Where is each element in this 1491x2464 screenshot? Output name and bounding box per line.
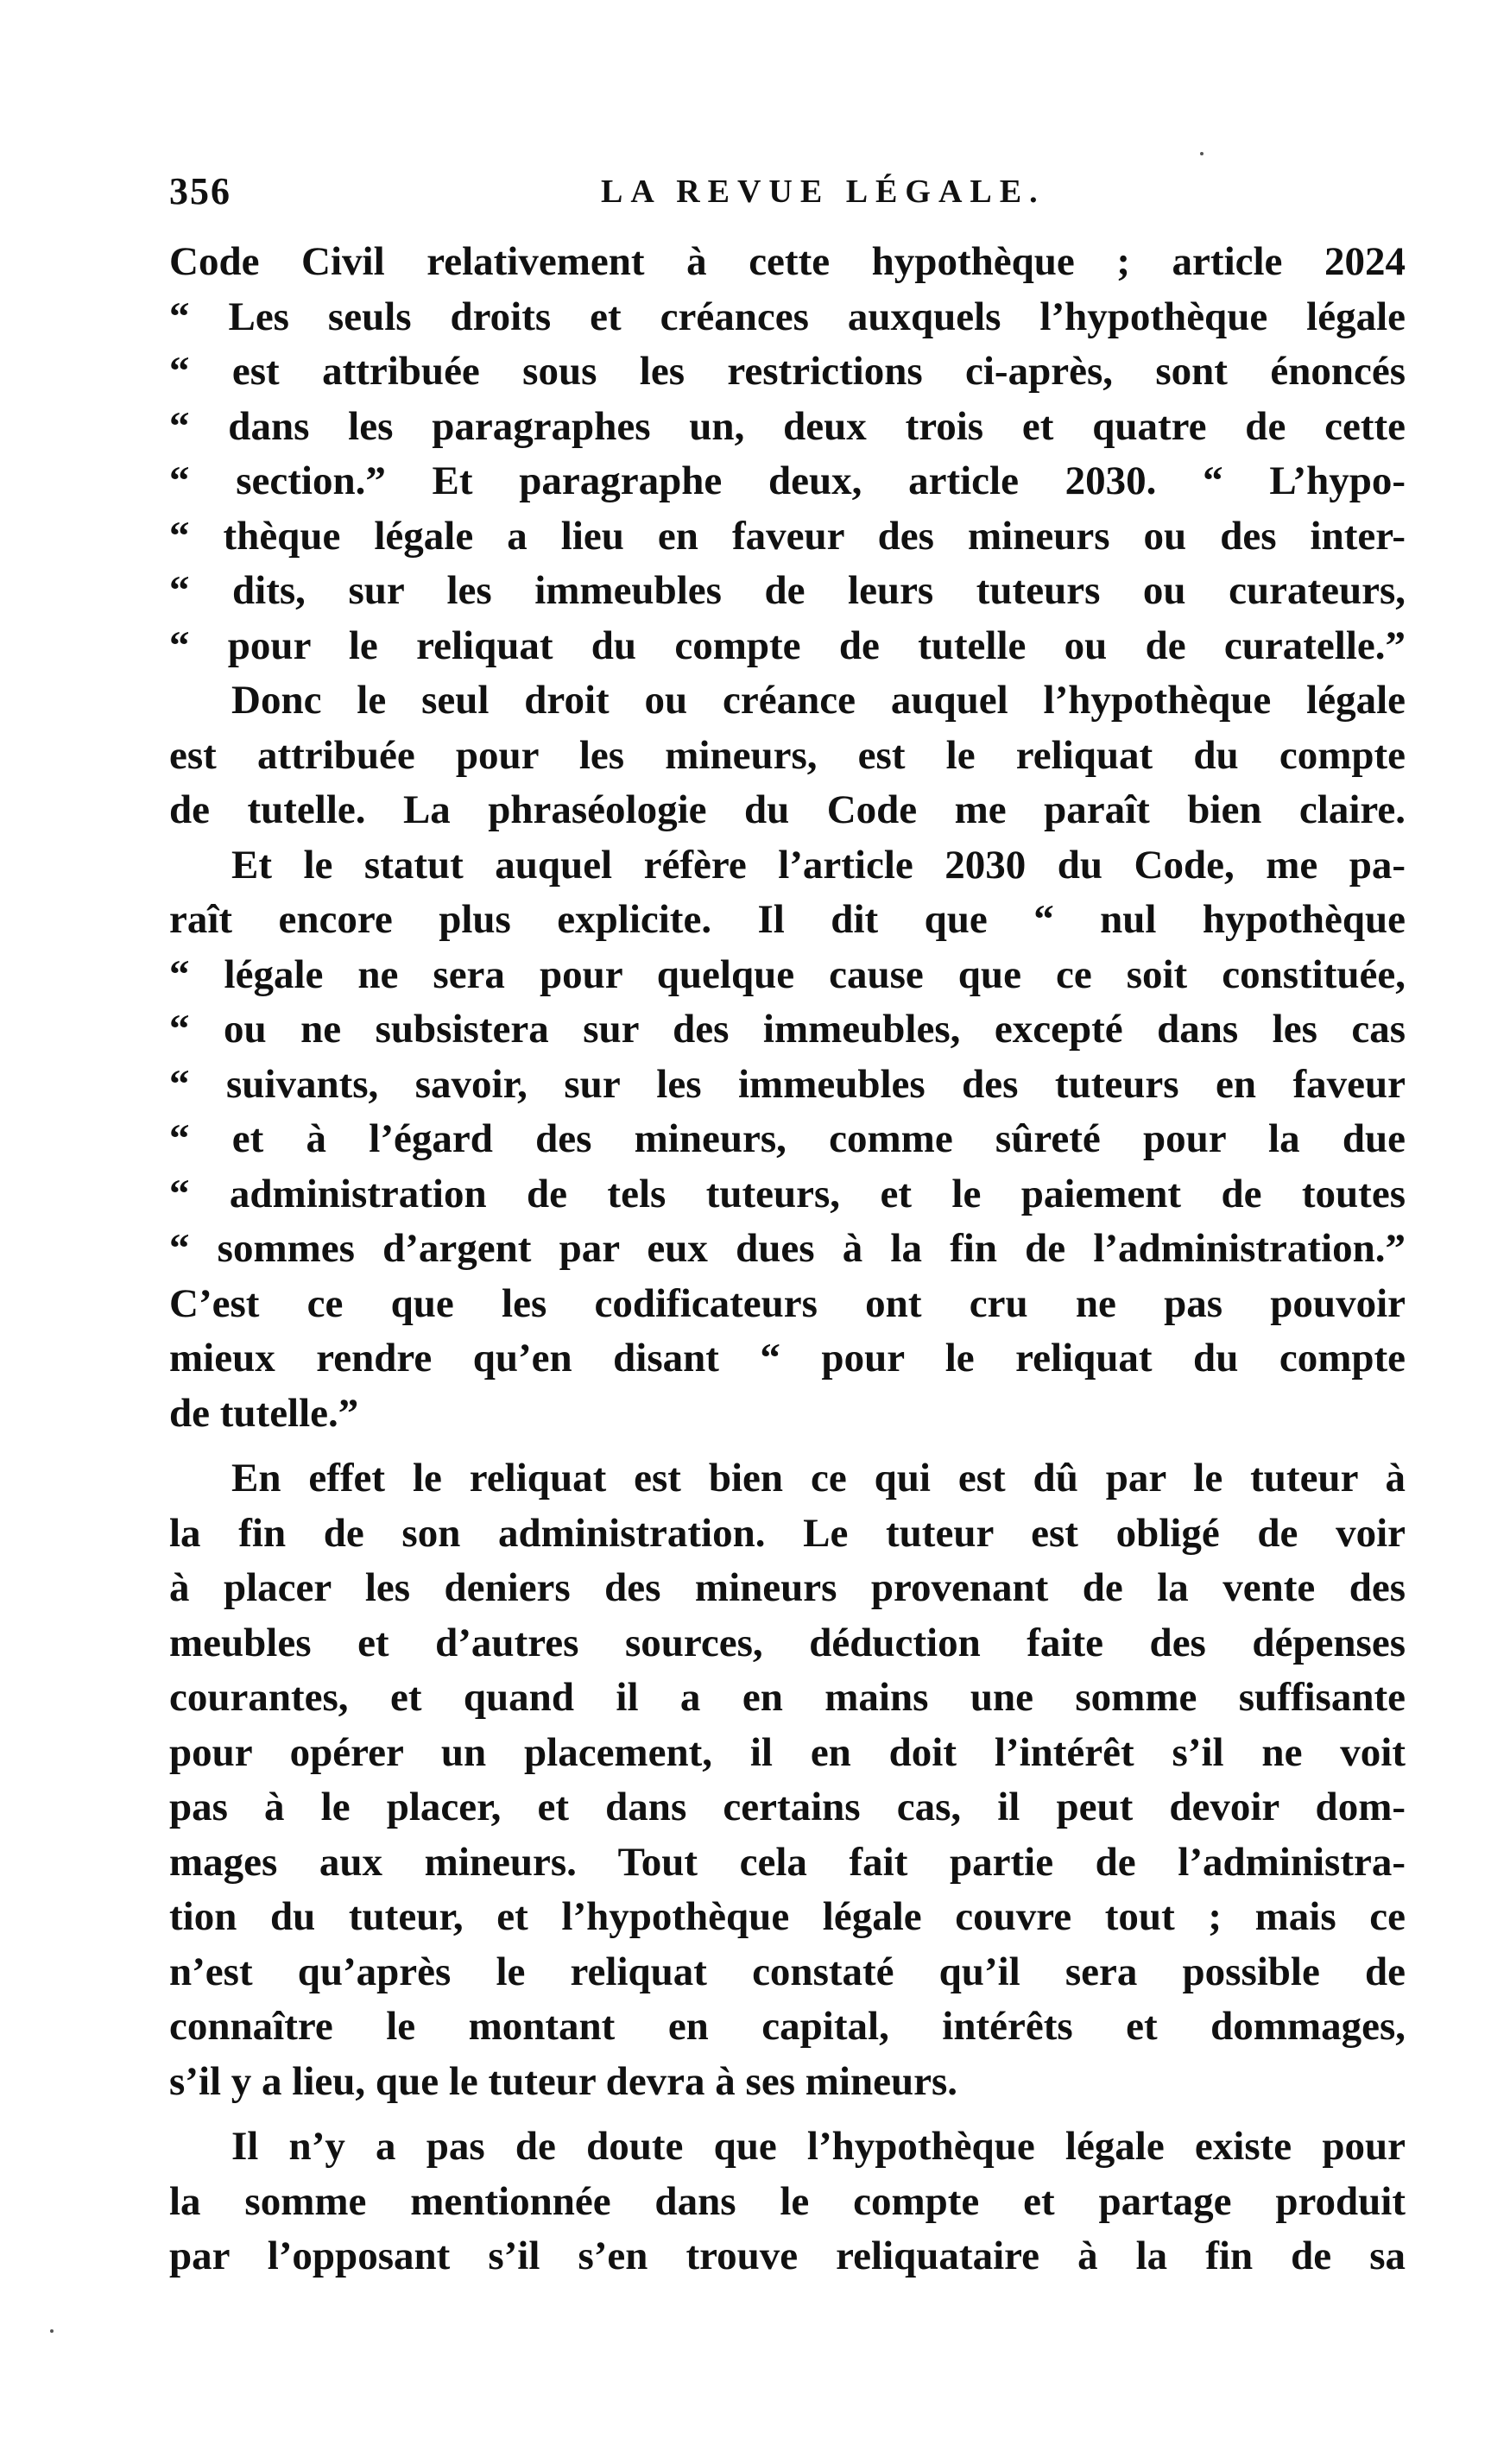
text-line: raît encore plus explicite. Il dit que “ nul hypothèque [169, 897, 1406, 942]
text-line: par l’opposant s’il s’en trouve reliquataire à la fin de sa [169, 2233, 1406, 2278]
text-line: “ légale ne sera pour quelque cause que ce soit constituée, [169, 951, 1406, 997]
text-line: Code Civil relativement à cette hypothèque ; article 2024 [169, 239, 1406, 284]
text-line: “ dans les paragraphes un, deux trois et quatre de cette [169, 403, 1406, 449]
text-line: tion du tuteur, et l’hypothèque légale couvre tout ; mais ce [169, 1894, 1406, 1939]
text-line: de tutelle. La phraséologie du Code me paraît bien claire. [169, 787, 1406, 832]
text-line: s’il y a lieu, que le tuteur devra à ses mineurs. [169, 2058, 957, 2104]
page-header [169, 169, 1395, 230]
text-line: pour opérer un placement, il en doit l’intérêt s’il ne voit [169, 1729, 1406, 1775]
scan-speck [50, 2329, 54, 2333]
text-line: Donc le seul droit ou créance auquel l’hypothèque légale [231, 678, 1406, 723]
text-line: à placer les deniers des mineurs provenant de la vente des [169, 1565, 1406, 1610]
text-line: Et le statut auquel réfère l’article 2030 du Code, me pa- [231, 842, 1406, 888]
text-line: mages aux mineurs. Tout cela fait partie de l’administra- [169, 1839, 1406, 1885]
page-number: 356 [169, 170, 231, 212]
text-line: “ ou ne subsistera sur des immeubles, excepté dans les cas [169, 1007, 1406, 1052]
text-line: la somme mentionnée dans le compte et partage produit [169, 2178, 1406, 2224]
text-line: “ thèque légale a lieu en faveur des mineurs ou des inter- [169, 513, 1406, 559]
text-line: “ administration de tels tuteurs, et le paiement de toutes [169, 1171, 1406, 1216]
scan-speck [1200, 152, 1204, 155]
running-head: LA REVUE LÉGALE. [601, 174, 1046, 210]
text-line: “ pour le reliquat du compte de tutelle ou de curatelle.” [169, 622, 1406, 668]
text-line: de tutelle.” [169, 1390, 359, 1436]
text-line: est attribuée pour les mineurs, est le reliquat du compte [169, 732, 1406, 778]
body-text [169, 235, 1406, 2284]
text-line: C’est ce que les codificateurs ont cru ne pas pouvoir [169, 1280, 1406, 1326]
text-line: “ Les seuls droits et créances auxquels l’hypothèque légale [169, 294, 1406, 339]
text-line: meubles et d’autres sources, déduction faite des dépenses [169, 1620, 1406, 1665]
text-line: “ sommes d’argent par eux dues à la fin de l’administration.” [169, 1226, 1406, 1271]
text-line: pas à le placer, et dans certains cas, il peut devoir dom- [169, 1785, 1406, 1829]
text-line: En effet le reliquat est bien ce qui est dû par le tuteur à [231, 1456, 1406, 1501]
text-line: connaître le montant en capital, intérêts et dommages, [169, 2004, 1406, 2049]
text-line: mieux rendre qu’en disant “ pour le reliquat du compte [169, 1336, 1406, 1380]
text-line: “ est attribuée sous les restrictions ci-après, sont énoncés [169, 349, 1406, 394]
text-line: Il n’y a pas de doute que l’hypothèque légale existe pour [231, 2124, 1406, 2169]
text-line: n’est qu’après le reliquat constaté qu’il sera possible de [169, 1949, 1406, 1994]
text-line: “ et à l’égard des mineurs, comme sûreté pour la due [169, 1116, 1406, 1161]
text-line: “ section.” Et paragraphe deux, article 2030. “ L’hypo- [169, 458, 1406, 503]
text-line: “ dits, sur les immeubles de leurs tuteurs ou curateurs, [169, 568, 1406, 613]
text-line: “ suivants, savoir, sur les immeubles des tuteurs en faveur [169, 1061, 1406, 1107]
text-line: courantes, et quand il a en mains une somme suffisante [169, 1675, 1406, 1720]
text-line: la fin de son administration. Le tuteur est obligé de voir [169, 1510, 1406, 1556]
